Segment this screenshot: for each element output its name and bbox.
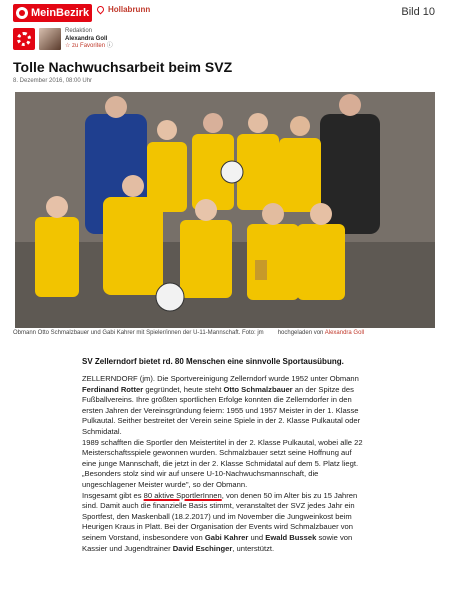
author-block — [13, 28, 451, 50]
logo-ring-icon — [17, 32, 31, 46]
article-lead: SV Zellerndorf bietet rd. 80 Menschen eine sinnvolle Sportausübung. — [82, 357, 344, 366]
p3-text-c: und — [250, 532, 264, 542]
team-photo-illustration — [15, 92, 435, 328]
caption-text: Obmann Otto Schmalzbauer und Gabi Kahrer mit Spieler/innen der U-11-Mannschaft. Foto: jm — [13, 330, 264, 336]
author-role: Redaktion — [65, 28, 93, 34]
p3-text-b: , von denen 50 im Alter bis zu 15 Jahren sind. Damit auch die finanzielle Basis stimmt, veranstaltet der SVZ jedes Jahr ein Sportfest, den Maskenball (18.2.2017) und im November die Jungweinkost beim Heurigen Kraus in Platt. Bei der Organisation der Events wird Schmalzbauer von seinem Vorstand, insbesondere von — [82, 490, 358, 542]
team-photo[interactable] — [15, 92, 435, 328]
favorites-label: zu Favoriten — [72, 43, 106, 49]
author-name[interactable]: Alexandra Goll — [65, 35, 108, 42]
p1-text-2: gegründet, heute steht — [145, 384, 222, 394]
location-pin-icon — [96, 5, 106, 15]
uploaded-prefix: hochgeladen von — [277, 330, 324, 336]
uploaded-by — [278, 330, 364, 336]
p3-text-e: , unterstützt. — [232, 543, 275, 553]
favorites-link[interactable] — [65, 43, 113, 51]
brand-mark-icon — [16, 7, 28, 19]
meinbezirk-logo[interactable] — [13, 4, 92, 22]
top-bar — [0, 0, 451, 26]
p3-underlined: 80 aktive SportlerInnen — [143, 490, 222, 500]
info-icon[interactable]: ⓘ — [106, 43, 113, 49]
p1-text-3: an der Spitze des Fußballvereins. Ihre größten sportlichen Erfolge konnten die Zellerndorfer in den ersten Jahren der Vereinsgründung feiern: 1955 und 1957 Meister in der 1. Klasse Pulkautal. Seither bestreitet der Verein seine Spiele in der 2. Klasse Pulkautal oder Schmidatal. — [82, 384, 361, 436]
photo-caption — [13, 330, 443, 336]
p3-bold-2: Ewald Bussek — [265, 532, 317, 542]
paragraph-1 — [82, 374, 367, 438]
p1-bold-2: Otto Schmalzbauer — [223, 384, 293, 394]
star-icon: ☆ — [65, 43, 73, 49]
p3-bold-1: Gabi Kahrer — [204, 532, 249, 542]
p1-text: ZELLERNDORF (jm). Die Sportvereinigung Zellerndorf wurde 1952 unter Obmann — [82, 374, 359, 383]
p1-bold-1: Ferdinand Rotter — [82, 384, 144, 394]
p3-text-a: Insgesamt gibt es — [82, 490, 142, 500]
paragraph-2: 1989 schafften die Sportler den Meistertitel in der 2. Klasse Pulkautal, wobei alle 22 Meisterschaftsspiele gewonnen wurden. Schmalzbauer setzt seine Hoffnung auf eine junge Mannschaft, die jetzt in der 2. Klasse Schmidatal auf dem 5. Platz liegt. „Besonders stolz sind wir auf unsere U-10-Nachwuchsmannschaft, die ungeschlagener Meister wurde", so der Obmann. — [82, 437, 363, 489]
article-date: 8. Dezember 2016, 08:00 Uhr — [13, 78, 93, 84]
article-body — [82, 374, 367, 554]
p3-text-d: sowie von Kassier und Jugendtrainer — [82, 532, 353, 553]
redaktion-logo — [13, 28, 35, 50]
location-link[interactable] — [97, 5, 150, 14]
paragraph-3 — [82, 491, 367, 555]
brand-name: MeinBezirk — [31, 7, 90, 19]
p3-bold-3: David Eschinger — [172, 543, 233, 553]
location-label: Hollabrunn — [108, 5, 151, 14]
image-counter: Bild 10 — [401, 6, 435, 18]
avatar[interactable] — [39, 28, 61, 50]
uploader-link[interactable]: Alexandra Goll — [324, 330, 365, 336]
article-title: Tolle Nachwuchsarbeit beim SVZ — [13, 59, 233, 75]
author-meta — [65, 28, 113, 51]
